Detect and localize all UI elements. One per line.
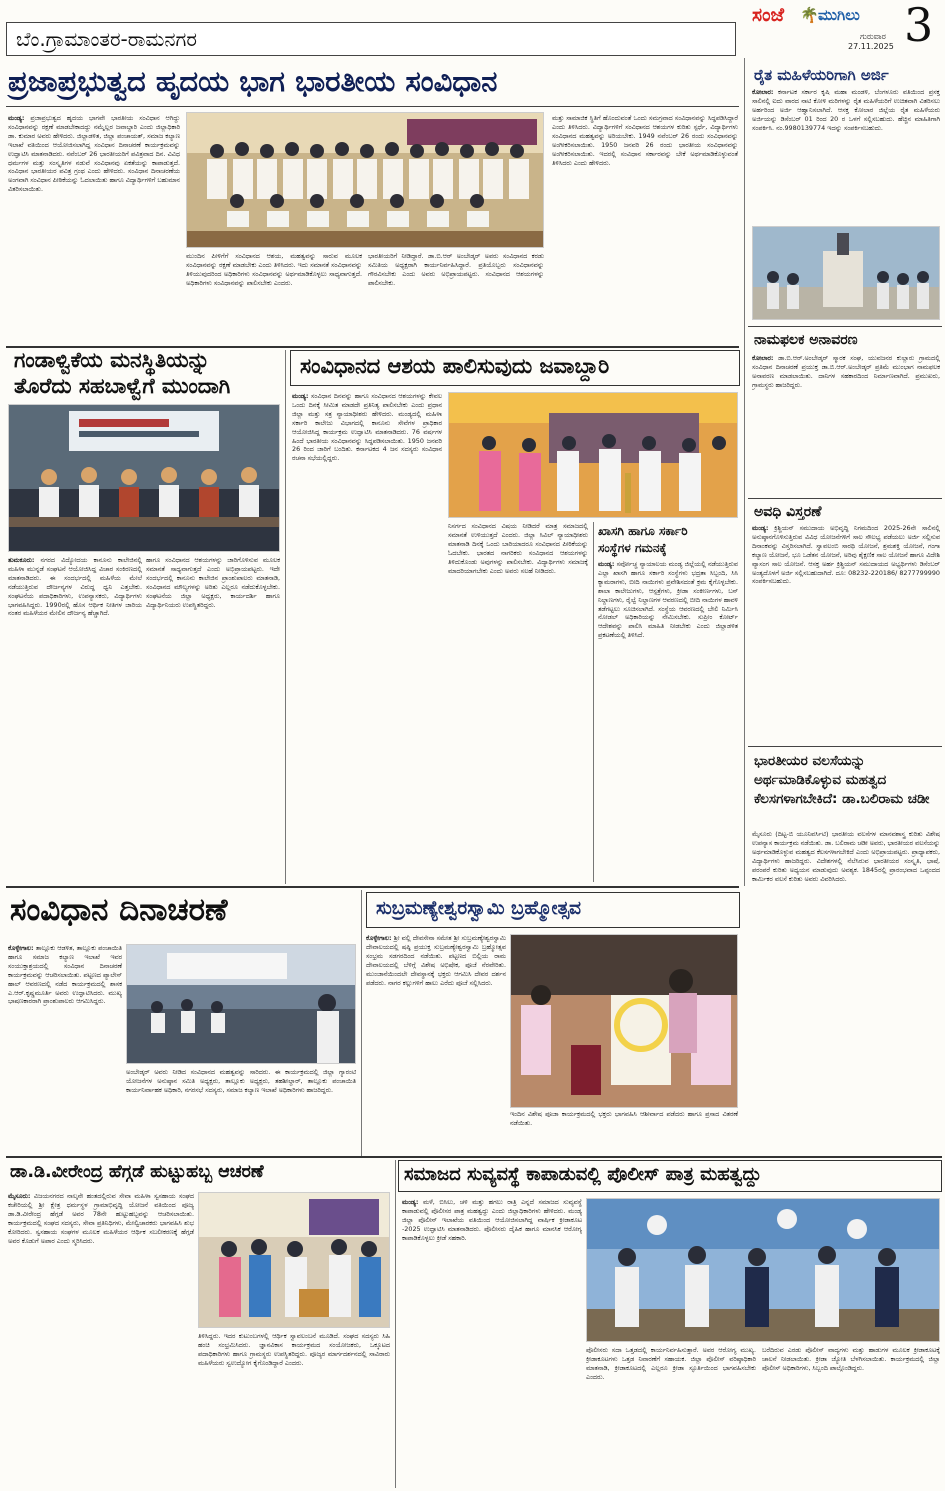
story-g-photo — [586, 1198, 940, 1342]
story-d-divider — [361, 890, 362, 1156]
story-a-col1-text: ನಗರದ ವಿದ್ಯೋದಯ ಕಾನೂನು ಕಾಲೇಜಿನಲ್ಲಿ ಮಹಿಳಾ ಮುನ್ನಡೆ ಸಂಘಟನೆ ಆಯೋಜಿಸಿದ್ದ ವಿಚಾರ ಸಂಕಿರಣದಲ್ಲಿ ಮಾತನಾಡಿದರು. ಈ ಸಂದರ್ಭದಲ್ಲಿ ಮಹಿಳೆಯ ಮೇಲೆ ನಡೆಯುತ್ತಿರುವ ದೌರ್ಜನ್ಯಗಳ ವಿರುದ್ಧ ಧ್ವನಿ ಎತ್ತಬೇಕು. ಸಂಘಟನೆಯ ಪದಾಧಿಕಾರಿಗಳು, ಉಪನ್ಯಾಸಕರು, ವಿದ್ಯಾರ್ಥಿಗಳು ಭಾಗವಹಿಸಿದ್ದರು. 1990ರಲ್ಲಿ ಹೊಸ ಆರ್ಥಿಕ ನೀತಿಗಳ ಜಾರಿಯ ನಂತರ ಮಹಿಳೆಯರ ಮೇಲಿನ ದೌರ್ಜನ್ಯ ಹೆಚ್ಚಾಗಿದೆ. — [8, 556, 142, 618]
story-g-col3 — [762, 1346, 940, 1484]
story-d-headline: ಸಂವಿಧಾನ ದಿನಾಚರಣೆ — [10, 892, 228, 928]
story-g-col1 — [402, 1198, 582, 1484]
sidebar-story3-dateline: ಮಂಡ್ಯ: — [752, 524, 769, 532]
story-d-dateline: ಕೊಳ್ಳೇಗಾಲ: — [8, 944, 34, 952]
sidebar-rule-1 — [748, 326, 942, 327]
story-f-col1-text: ವಿಜಯನಗರದ ನಾಲ್ಕನೇ ಹಂತದಲ್ಲಿರುವ ಸೇವಾ ಮಹಿಳಾ ಸ್ವಸಹಾಯ ಸಂಘದ ಕಚೇರಿಯಲ್ಲಿ ಶ್ರೀ ಕ್ಷೇತ್ರ ಧರ್ಮಸ್ಥಳ ಗ್ರಾಮಾಭಿವೃದ್ಧಿ ಯೋಜನೆ ವತಿಯಿಂದ ಪೂಜ್ಯ ಡಾ.ಡಿ.ವೀರೇಂದ್ರ ಹೆಗ್ಗಡೆ ಅವರ 78ನೇ ಹುಟ್ಟುಹಬ್ಬವನ್ನು ಆಚರಿಸಲಾಯಿತು. ಕಾರ್ಯಕ್ರಮದಲ್ಲಿ ಸಂಘದ ಸದಸ್ಯರು, ಸೇವಾ ಪ್ರತಿನಿಧಿಗಳು, ಮೇಲ್ವಿಚಾರಕರು ಭಾಗವಹಿಸಿ ಶುಭ ಕೋರಿದರು. ಸ್ವಸಹಾಯ ಸಂಘಗಳ ಮೂಲಕ ಮಹಿಳೆಯರ ಆರ್ಥಿಕ ಸಬಲೀಕರಣಕ್ಕೆ ಹೆಗ್ಗಡೆ ಅವರ ಕೊಡುಗೆ ಅಪಾರ ಎಂದು ಸ್ಮರಿಸಿದರು. — [8, 1192, 194, 1245]
story-d-photo — [126, 944, 356, 1064]
story-a-photo — [8, 404, 280, 552]
story-e-photo — [510, 934, 738, 1108]
story-e-caption: ಇಂದಿನ ವಿಶೇಷ ಪೂಜಾ ಕಾರ್ಯಕ್ರಮದಲ್ಲಿ ಭಕ್ತರು ಭಾಗವಹಿಸಿ ಆಶೀರ್ವಾದ ಪಡೆದರು ಹಾಗೂ ಪ್ರಸಾದ ವಿತರಣೆ ನಡೆಯಿತು. — [510, 1110, 738, 1127]
story-b-col2 — [448, 522, 588, 880]
story-g-col3-text: ಬರೆದಿರುವ ಎರಡು ಪೊಲೀಸ್ ವಾದ್ಯಗಳು ಮತ್ತು ಹಾಡುಗಳ ಮೂಲಕ ಕ್ರೀಡಾಕೂಟಕ್ಕೆ ಚಾಲನೆ ನೀಡಲಾಯಿತು. ಕ್ರೀಡಾ ಜ್ಯೋತಿ ಬೆಳಗಿಸಲಾಯಿತು. ಕಾರ್ಯಕ್ರಮದಲ್ಲಿ ಜಿಲ್ಲಾ ಪೊಲೀಸ್ ಅಧಿಕಾರಿಗಳು, ಸಿಬ್ಬಂದಿ ಪಾಲ್ಗೊಂಡಿದ್ದರು. — [762, 1346, 940, 1372]
sidebar-photo — [752, 226, 940, 320]
lead-headline: ಪ್ರಜಾಪ್ರಭುತ್ವದ ಹೃದಯ ಭಾಗ ಭಾರತೀಯ ಸಂವಿಧಾನ — [8, 64, 498, 98]
story-f-col2-text: ತಿಳಿಸಿದ್ದರು. ಇದರ ಕುಟುಂಬಗಳಲ್ಲಿ ಆರ್ಥಿಕ ಸ್ವಾವಲಂಬನೆ ಮೂಡಿದೆ. ಸಂಘದ ಸದಸ್ಯರು ಸಿಹಿ ಹಂಚಿ ಸಂಭ್ರಮಿಸಿದರು. ಜ್ಞಾನವಿಕಾಸ ಕಾರ್ಯಕ್ರಮದ ಸಂಯೋಜಕರು, ಒಕ್ಕೂಟದ ಪದಾಧಿಕಾರಿಗಳು ಹಾಗೂ ಗ್ರಾಮಸ್ಥರು ಉಪಸ್ಥಿತರಿದ್ದರು. ಪೂಜ್ಯರ ಮಾರ್ಗದರ್ಶನದಲ್ಲಿ ಸಾವಿರಾರು ಮಹಿಳೆಯರು ಸ್ವಉದ್ಯೋಗ ಕೈಗೊಂಡಿದ್ದಾರೆ ಎಂದರು. — [198, 1332, 390, 1367]
story-a-dateline: ತುಮಕೂರು: — [8, 556, 35, 564]
story-d-col2-text: ಅಂಬೇಡ್ಕರ್ ಅವರು ನೀಡಿದ ಸಂವಿಧಾನದ ಮಹತ್ವವನ್ನು ಸಾರಿದರು. ಈ ಕಾರ್ಯಕ್ರಮದಲ್ಲಿ ಜಿಲ್ಲಾ ಗ್ಯಾರಂಟಿ ಯೋಜನೆಗಳ ಅನುಷ್ಠಾನ ಸಮಿತಿ ಅಧ್ಯಕ್ಷರು, ತಾಲ್ಲೂಕು ಅಧ್ಯಕ್ಷರು, ತಹಶೀಲ್ದಾರ್, ತಾಲ್ಲೂಕು ಪಂಚಾಯಿತಿ ಕಾರ್ಯನಿರ್ವಾಹಕ ಅಧಿಕಾರಿ, ನಗರಸಭೆ ಸದಸ್ಯರು, ಸಮಾಜ ಕಲ್ಯಾಣ ಇಲಾಖೆ ಅಧಿಕಾರಿಗಳು ಹಾಜರಿದ್ದರು. — [126, 1068, 356, 1094]
sidebar-story2-headline: ನಾಮಫಲಕ ಅನಾವರಣ — [754, 332, 858, 348]
story-c-headline-1: ಖಾಸಗಿ ಹಾಗೂ ಸರ್ಕಾರಿ — [598, 524, 688, 538]
mid-rule — [6, 886, 739, 888]
lower-rule — [6, 1156, 942, 1158]
lead-col2-text: ಮುಂದಿನ ಪೀಳಿಗೆಗೆ ಸಂವಿಧಾನದ ಆಶಯ, ಮಹತ್ವವನ್ನು ಸಾರುವ ಮೂಲಕ ಸಂವಿಧಾನವನ್ನು ರಕ್ಷಣೆ ಮಾಡಬೇಕು ಎಂದು ತಿಳಿಸಿದರು. ಇದು ಸಮಾನತೆ ಸಂವಿಧಾನವನ್ನು ತಿಳಿಯುವುದರಿಂದ ಅಧಿಕಾರಿಗಳು ಸಂವಿಧಾನವನ್ನು ಅರ್ಥಮಾಡಿಕೊಳ್ಳಲು ಸಾಧ್ಯವಾಗುತ್ತದೆ. ಅಧಿಕಾರಿಗಳು ಸಂವಿಧಾನವನ್ನು ಪಾಲಿಸಬೇಕು ಎಂದರು. — [186, 252, 362, 287]
story-g-col2 — [586, 1346, 756, 1484]
story-c-text: ಸರ್ವೋಚ್ಚ ನ್ಯಾಯಾಲಯ ಮಂಡ್ಯ ಜಿಲ್ಲೆಯಲ್ಲಿ ನಡೆಯುತ್ತಿರುವ ಎಲ್ಲಾ ಖಾಸಗಿ ಹಾಗೂ ಸರ್ಕಾರಿ ಸಂಸ್ಥೆಗಳು ಭದ್ರತಾ ಸಿಬ್ಬಂದಿ, ಸಿಸಿ ಕ್ಯಾಮರಾಗಳು, ಬೀದಿ ನಾಯಿಗಳು ಪ್ರವೇಶಿಸದಂತೆ ಕ್ರಮ ಕೈಗೊಳ್ಳಬೇಕು. ಶಾಲಾ ಕಾಲೇಜುಗಳು, ಆಸ್ಪತ್ರೆಗಳು, ಕ್ರೀಡಾ ಸಂಕೀರ್ಣಗಳು, ಬಸ್ ನಿಲ್ದಾಣಗಳು, ರೈಲ್ವೆ ನಿಲ್ದಾಣಗಳ ಆವರಣದಲ್ಲಿ ಬೀದಿ ನಾಯಿಗಳ ಹಾವಳಿ ತಡೆಗಟ್ಟಲು ಸೂಚಿಸಲಾಗಿದೆ. ಸಂಸ್ಥೆಯ ಆವರಣದಲ್ಲಿ ಬೇಲಿ ನಿರ್ಮಿಸಿ ನೋಡಲ್ ಅಧಿಕಾರಿಯನ್ನು ನೇಮಿಸಬೇಕು. ಸುಪ್ರೀಂ ಕೋರ್ಟ್ ಆದೇಶವನ್ನು ಪಾಲಿಸಿ ಮಾಹಿತಿ ನೀಡಬೇಕು ಎಂದು ಜಿಲ್ಲಾಡಳಿತ ಪ್ರಕಟಣೆಯಲ್ಲಿ ತಿಳಿಸಿದೆ. — [598, 560, 738, 640]
sidebar-story2-dateline: ಕೋಲಾರ: — [752, 354, 774, 362]
lead-col3-text: ಭಾರತೀಯರಿಗೆ ನೀಡಿದ್ದಾರೆ. ಡಾ.ಬಿ.ಆರ್ ಅಂಬೇಡ್ಕರ್ ಅವರು ಸಂವಿಧಾನದ ಕರಡು ಸಮಿತಿಯ ಅಧ್ಯಕ್ಷರಾಗಿ ಕಾರ್ಯನಿರ್ವಹಿಸಿದ್ದಾರೆ. ಪ್ರತಿಯೊಬ್ಬರು ಸಂವಿಧಾನವನ್ನು ಗೌರವಿಸಬೇಕು ಎಂದು ಅವರು ಅಭಿಪ್ರಾಯಪಟ್ಟರು. ಸಂವಿಧಾನದ ಆಶಯಗಳನ್ನು ಪಾಲಿಸಬೇಕು. — [368, 252, 544, 287]
story-e-body — [366, 934, 506, 1124]
page-number: 3 — [904, 0, 934, 52]
masthead-sanje: ಸಂಜೆ — [752, 4, 785, 26]
story-b-headline: ಸಂವಿಧಾನದ ಆಶಯ ಪಾಲಿಸುವುದು ಜವಾಬ್ದಾರಿ — [300, 354, 610, 378]
story-c-dateline: ಮಂಡ್ಯ: — [598, 560, 615, 568]
lead-col2 — [186, 252, 362, 342]
story-c-headline-2: ಸಂಸ್ಥೆಗಳ ಗಮನಕ್ಕೆ — [598, 541, 667, 555]
lead-col3 — [368, 252, 544, 342]
story-b-dateline: ಮಂಡ್ಯ: — [292, 392, 309, 400]
sidebar-story3-text: ಕ್ರಿಶ್ಚಿಯನ್ ಸಮುದಾಯ ಅಭಿವೃದ್ಧಿ ನಿಗಮದಿಂದ 2025-26ನೇ ಸಾಲಿನಲ್ಲಿ ಅನುಷ್ಠಾನಗೊಳಿಸುತ್ತಿರುವ ವಿವಿಧ ಯೋಜನೆಗಳಿಗೆ ಸಾಲ ಸೌಲಭ್ಯ ಪಡೆಯಲು ಅರ್ಜಿ ಸಲ್ಲಿಸುವ ದಿನಾಂಕವನ್ನು ವಿಸ್ತರಿಸಲಾಗಿದೆ. ಸ್ವಾವಲಂಬಿ ಸಾರಥಿ ಯೋಜನೆ, ಶ್ರಮಶಕ್ತಿ ಯೋಜನೆ, ಗಂಗಾ ಕಲ್ಯಾಣ ಯೋಜನೆ, ಭೂ ಒಡೆತನ ಯೋಜನೆ, ಅರಿವು ಶೈಕ್ಷಣಿಕ ಸಾಲ ಯೋಜನೆ ಹಾಗೂ ವಿದೇಶಿ ವ್ಯಾಸಂಗ ಸಾಲ ಯೋಜನೆ. ಆಸಕ್ತ ಅರ್ಹ ಕ್ರಿಶ್ಚಿಯನ್ ಸಮುದಾಯದ ಅಭ್ಯರ್ಥಿಗಳು ಡಿಸೆಂಬರ್ ಅಂತ್ಯದೊಳಗೆ ಅರ್ಜಿ ಸಲ್ಲಿಸಬಹುದಾಗಿದೆ. ದೂ: 08232-220186/ 8277799990 ಸಂಪರ್ಕಿಸಬಹುದು. — [752, 524, 940, 586]
lead-rule — [6, 106, 739, 107]
sidebar-story1-text: ಕರ್ನಾಟಕ ಸರ್ಕಾರ ಕೃಷಿ ಮಹಾ ಮಂಡಳಿ, ಬೆಂಗಳೂರು ವತಿಯಿಂದ ಪ್ರಸಕ್ತ ಸಾಲಿನಲ್ಲಿ ಐದು ವಾರದ ನಾಟಿ ಕೋಳಿ ಮರಿಗಳನ್ನು ರೈತ ಮಹಿಳೆಯರಿಗೆ ಉಚಿತವಾಗಿ ವಿತರಿಸಲು ಅರ್ಹರಿಂದ ಅರ್ಜಿ ಆಹ್ವಾನಿಸಲಾಗಿದೆ. ಆಸಕ್ತ ಕೋಲಾರ ಜಿಲ್ಲೆಯ ರೈತ ಮಹಿಳೆಯರು ಅರ್ಜಿಯನ್ನು ಡಿಸೆಂಬರ್ 01 ರಿಂದ 20 ರ ಒಳಗೆ ಸಲ್ಲಿಸಬಹುದು. ಹೆಚ್ಚಿನ ಮಾಹಿತಿಗಾಗಿ ಸಂಪರ್ಕಿಸಿ. ನಂ.9980139774 ಇದನ್ನು ಸಂಪರ್ಕಿಸಬಹುದು. — [752, 88, 940, 132]
sidebar-rule-2 — [748, 498, 942, 499]
story-b-photo — [448, 392, 738, 518]
story-a-divider — [285, 350, 286, 884]
story-a-headline-2: ತೊರೆದು ಸಹಬಾಳ್ವೆಗೆ ಮುಂದಾಗಿ — [14, 374, 231, 398]
story-c-body — [598, 560, 738, 880]
issue-date: 27.11.2025 — [848, 42, 894, 51]
story-d-col1 — [8, 944, 122, 1114]
lead-col1-text: ಪ್ರಜಾಪ್ರಭುತ್ವದ ಹೃದಯ ಭಾಗವೇ ಭಾರತೀಯ ಸಂವಿಧಾನ ಆಗಿದ್ದು ಸಂವಿಧಾನವನ್ನು ರಕ್ಷಣೆ ಮಾಡಬೇಕಾದದ್ದು ನಮ್ಮೆಲ್ಲರ ಜವಾಬ್ದಾರಿ ಎಂದು ಜಿಲ್ಲಾಧಿಕಾರಿ ಡಾ. ಕುಮಾರ ಅವರು ಹೇಳಿದರು. ಜಿಲ್ಲಾಡಳಿತ, ಜಿಲ್ಲಾ ಪಂಚಾಯತ್, ಸಮಾಜ ಕಲ್ಯಾಣ ಇಲಾಖೆ ವತಿಯಿಂದ ಆಯೋಜಿಸಲಾಗಿದ್ದ ಸಂವಿಧಾನ ದಿನಾಚರಣೆ ಕಾರ್ಯಕ್ರಮವನ್ನು ಉದ್ಘಾಟಿಸಿ ಮಾತನಾಡಿದರು. ನವೆಂಬರ್ 26 ಭಾರತೀಯರಿಗೆ ಪವಿತ್ರವಾದ ದಿನ. ವಿವಿಧ ಧರ್ಮಗಳ ಮತ್ತು ಸಂಸ್ಕೃತಿಗಳ ನಡುವೆ ಸಂವಿಧಾನವು ಏಕತೆಯನ್ನು ಕಾಪಾಡುತ್ತದೆ. ಸಂವಿಧಾನ ಭಾರತೀಯರ ಪವಿತ್ರ ಗ್ರಂಥ ಎಂದು ಹೇಳಿದರು. ಸಂವಿಧಾನ ದಿನಾಚರಣೆಯ ಅಂಗವಾಗಿ ಸಂವಿಧಾನ ಪೀಠಿಕೆಯನ್ನು ಓದಲಾಯಿತು ಹಾಗೂ ವಿದ್ಯಾರ್ಥಿಗಳಿಗೆ ಬಹುಮಾನ ವಿತರಿಸಲಾಯಿತು. — [8, 114, 180, 194]
section-title: ಬೆಂ.ಗ್ರಾಮಾಂತರ-ರಾಮನಗರ — [16, 27, 197, 51]
story-b-col1 — [292, 392, 442, 880]
story-f-col1 — [8, 1192, 194, 1484]
sidebar-story2-body — [752, 354, 940, 494]
sidebar-story1-headline: ರೈತ ಮಹಿಳೆಯರಿಗಾಗಿ ಅರ್ಜಿ — [754, 66, 889, 84]
sidebar-story4-body — [752, 830, 940, 1142]
story-a-col2-text: ಹಾಗೂ ಸಂವಿಧಾನದ ಆಶಯಗಳನ್ನು ಜಾರಿಗೊಳಿಸುವ ಮೂಲಕ ಸಮಾನತೆ ಸಾಧ್ಯವಾಗುತ್ತದೆ ಎಂದು ಅಭಿಪ್ರಾಯಪಟ್ಟರು. ಇದೇ ಸಂದರ್ಭದಲ್ಲಿ ಕಾನೂನು ಕಾಲೇಜಿನ ಪ್ರಾಂಶುಪಾಲರು ಮಾತನಾಡಿ, ಸಂವಿಧಾನದ ಮೌಲ್ಯಗಳನ್ನು ಅರಿತು ಎಲ್ಲರೂ ನಡೆದುಕೊಳ್ಳಬೇಕು. ಸಂಘಟನೆಯ ಜಿಲ್ಲಾ ಅಧ್ಯಕ್ಷರು, ಕಾರ್ಯದರ್ಶಿ ಹಾಗೂ ವಿದ್ಯಾರ್ಥಿನಿಯರು ಉಪಸ್ಥಿತರಿದ್ದರು. — [146, 556, 280, 609]
story-f-dateline: ಮೈಸೂರು: — [8, 1192, 31, 1200]
lead-photo — [186, 112, 544, 248]
lead-col1 — [8, 114, 180, 342]
story-f-photo — [198, 1192, 390, 1328]
sidebar-rule-3 — [748, 746, 942, 747]
story-f-divider — [395, 1160, 396, 1488]
story-e-dateline: ಕೊಳ್ಳೇಗಾಲ: — [366, 934, 392, 942]
story-f-col2 — [198, 1332, 390, 1484]
lead-col4 — [552, 114, 738, 342]
sidebar-story4-text: ಮೈಸೂರು (ದಿಟ್ಟ-ಬಿ ಯೂನಿವರ್ಸಿಟಿ) ಭಾರತೀಯ ವಲಸೆಗಳ ಮಾನವಶಾಸ್ತ್ರ ಕುರಿತು ವಿಶೇಷ ಉಪನ್ಯಾಸ ಕಾರ್ಯಕ್ರಮ ನಡೆಯಿತು. ಡಾ. ಬಲಿರಾಮ ಚಡೀ ಅವರು, ಭಾರತೀಯರ ವಲಸೆಯನ್ನು ಅರ್ಥಮಾಡಿಕೊಳ್ಳುವ ಮಹತ್ವದ ಕೆಲಸಗಳಾಗಬೇಕಿದೆ ಎಂದು ಅಭಿಪ್ರಾಯಪಟ್ಟರು. ಪ್ರಾಧ್ಯಾಪಕರು, ವಿದ್ಯಾರ್ಥಿಗಳು ಹಾಜರಿದ್ದರು. ವಿದೇಶಗಳಲ್ಲಿ ನೆಲೆಸಿರುವ ಭಾರತೀಯರ ಸಂಸ್ಕೃತಿ, ಭಾಷೆ, ಪರಂಪರೆ ಕುರಿತು ಅಧ್ಯಯನ ಮಾಡುವುದು ಅವಶ್ಯಕ. 1845ರಲ್ಲಿ ಪ್ರಾರಂಭವಾದ ಒಪ್ಪಂದದ ಕಾರ್ಮಿಕರ ವಲಸೆ ಕುರಿತು ಅವರು ವಿವರಿಸಿದರು. — [752, 830, 940, 883]
story-g-dateline: ಮಂಡ್ಯ: — [402, 1198, 419, 1206]
story-d-col1-text: ತಾಲ್ಲೂಕು ಆಡಳಿತ, ತಾಲ್ಲೂಕು ಪಂಚಾಯಿತಿ ಹಾಗೂ ಸಮಾಜ ಕಲ್ಯಾಣ ಇಲಾಖೆ ಇವರ ಸಂಯುಕ್ತಾಶ್ರಯದಲ್ಲಿ ಸಂವಿಧಾನ ದಿನಾಚರಣೆ ಕಾರ್ಯಕ್ರಮವನ್ನು ಆಚರಿಸಲಾಯಿತು. ಪಟ್ಟಣದ ಪ್ಯಾಲೇಸ್ ಹಾಲ್ ಆವರಣದಲ್ಲಿ ನಡೆದ ಕಾರ್ಯಕ್ರಮದಲ್ಲಿ ಶಾಸಕ ಎ.ಆರ್.ಕೃಷ್ಣಮೂರ್ತಿ ಅವರು ಉದ್ಘಾಟಿಸಿದರು. ಮುಖ್ಯ ಭಾಷಣಕಾರರಾಗಿ ಪ್ರಾಂಶುಪಾಲರು ಆಗಮಿಸಿದ್ದರು. — [8, 944, 122, 1006]
sidebar-story3-body — [752, 524, 940, 742]
sidebar-story1-body — [752, 88, 940, 222]
sidebar-story4-headline: ಭಾರತೀಯರ ವಲಸೆಯನ್ನು ಅರ್ಥಮಾಡಿಕೊಳ್ಳುವ ಮಹತ್ವದ ಕೆಲಸಗಳಾಗಬೇಕಿದೆ: ಡಾ.ಬಲಿರಾಮ ಚಡೀ — [754, 753, 930, 807]
story-d-col2 — [126, 1068, 356, 1116]
lead-col4-text: ಮತ್ತು ಸಾಮಾಜಿಕ ಸ್ಥಿತಿಗೆ ಹೊಂದುವಂತೆ ಒಂದು ಸಮಗ್ರವಾದ ಸಂವಿಧಾನವನ್ನು ಸಿದ್ಧಪಡಿಸಿದ್ದಾರೆ ಎಂದು ತಿಳಿಸಿದರು. ವಿದ್ಯಾರ್ಥಿಗಳಿಗೆ ಸಂವಿಧಾನದ ಆಶಯಗಳ ಕುರಿತು ಸ್ಪರ್ಧೆ, ವಿದ್ಯಾರ್ಥಿಗಳು ಸಂವಿಧಾನದ ಮಹತ್ವವನ್ನು ಅರಿಯಬೇಕು. 1949 ನವೆಂಬರ್ 26 ರಂದು ಸಂವಿಧಾನವನ್ನು ಅಂಗೀಕರಿಸಲಾಯಿತು. 1950 ಜನವರಿ 26 ರಂದು ಭಾರತೀಯ ಸಂವಿಧಾನವನ್ನು ಅಂಗೀಕರಿಸಲಾಯಿತು. ಇದರಲ್ಲಿ ಸಂವಿಧಾನ ಸರ್ಕಾರವನ್ನು ಬೇಕೆ ಅರ್ಥಮಾಡಿಕೊಳ್ಳುವಂತೆ ತಿಳಿಸಿದರು ಎಂದು ಹೇಳಿದರು. — [552, 114, 738, 167]
story-a-col2 — [146, 556, 280, 880]
story-a-col1 — [8, 556, 142, 880]
sidebar-story2-text: ಡಾ.ಬಿ.ಆರ್.ಅಂಬೇಡ್ಕರ್ ಸ್ಮಾರಕ ಸಂಘ, ಯುವಜನರ ಕುಲ್ಲಾರು ಗ್ರಾಮದಲ್ಲಿ ಸಂವಿಧಾನ ದಿನಾಚರಣೆ ಪ್ರಯುಕ್ತ ಡಾ.ಬಿ.ಆರ್.ಅಂಬೇಡ್ಕರ್ ಪ್ರತಿಮೆ ಮುಂಭಾಗ ನಾಮಫಲಕ ಅನಾವರಣ ಮಾಡಲಾಯಿತು. ದಾನಿಗಳ ಸಹಕಾರದಿಂದ ನಿರ್ಮಾಣವಾಗಿದೆ. ಪ್ರಮುಖರು, ಗ್ರಾಮಸ್ಥರು ಹಾಜರಿದ್ದರು. — [752, 354, 940, 389]
story-e-headline: ಸುಬ್ರಮಣ್ಯೇಶ್ವರಸ್ವಾಮಿ ಬ್ರಹ್ಮೋತ್ಸವ — [376, 898, 582, 919]
story-b-col2-text: ನಿಸರ್ಗದ ಸಂವಿಧಾನದ ವಿಷಯ ನೀಡಿದರೆ ಮಾತ್ರ ಸಮಾಜದಲ್ಲಿ ಸಮಾನತೆ ಉಳಿಯುತ್ತದೆ ಎಂದರು. ಜಿಲ್ಲಾ ಸಿವಿಲ್ ನ್ಯಾಯಾಧೀಶರು ಮಾತನಾಡಿ ದಿನಕ್ಕೆ ಒಂದು ಬಾರಿಯಾದರೂ ಸಂವಿಧಾನದ ಪೀಠಿಕೆಯನ್ನು ಓದಬೇಕು. ಭಾರತದ ನಾಗರಿಕರು ಸಂವಿಧಾನದ ಆಶಯಗಳನ್ನು ತಿಳಿದುಕೊಂಡು ಅವುಗಳನ್ನು ಪಾಲಿಸಬೇಕು. ವಿದ್ಯಾರ್ಥಿಗಳು ಸಮಾಜಕ್ಕೆ ಮಾದರಿಯಾಗಬೇಕು ಎಂದು ಅವರು ಸಲಹೆ ನೀಡಿದರು. — [448, 522, 588, 575]
story-f-headline: ಡಾ.ಡಿ.ವೀರೇಂದ್ರ ಹೆಗ್ಗಡೆ ಹುಟ್ಟುಹಬ್ಬ ಆಚರಣೆ — [10, 1162, 264, 1182]
story-e-text: ಶ್ರೀ ವಲ್ಲಿ ದೇವಸೇನಾ ಸಮೇತ ಶ್ರೀ ಸುಬ್ರಮಣ್ಯೇಶ್ವರಸ್ವಾಮಿ ದೇವಾಲಯದಲ್ಲಿ ಷಷ್ಠಿ ಪ್ರಯುಕ್ತ ಸುಬ್ರಮಣ್ಯೇಶ್ವರಸ್ವಾಮಿ ಬ್ರಹ್ಮೋತ್ಸವ ಸಂಭ್ರಮ ಸಡಗರದಿಂದ ನಡೆಯಿತು. ಪಟ್ಟಣದ ಬಿಲ್ಲಿಯ ರಾಮ ದೇವಾಲಯದಲ್ಲಿ ಬೆಳಿಗ್ಗೆ ವಿಶೇಷ ಅಭಿಷೇಕ, ಪೂಜೆ ನೆರವೇರಿತು. ಮುಂಜಾನೆಯಿಂದಲೇ ದೇವಸ್ಥಾನಕ್ಕೆ ಭಕ್ತರು ಆಗಮಿಸಿ ದೇವರ ದರ್ಶನ ಪಡೆದರು. ನಾಗರ ಕಲ್ಲುಗಳಿಗೆ ಹಾಲು ಎರೆದು ಪೂಜೆ ಸಲ್ಲಿಸಿದರು. — [366, 934, 506, 987]
weekday: ಗುರುವಾರ — [860, 32, 886, 41]
sidebar-divider — [744, 58, 745, 886]
lead-dateline: ಮಂಡ್ಯ: — [8, 114, 25, 122]
masthead-mugilu: ಮುಗಿಲು — [818, 6, 860, 24]
story-g-col2-text: ಪೊಲೀಸರು ಸದಾ ಒತ್ತಡದಲ್ಲಿ ಕಾರ್ಯನಿರ್ವಹಿಸುತ್ತಾರೆ. ಅವರ ಆರೋಗ್ಯ ಮುಖ್ಯ. ಕ್ರೀಡಾಕೂಟಗಳು ಒತ್ತಡ ನಿವಾರಣೆಗೆ ಸಹಾಯಕ. ಜಿಲ್ಲಾ ಪೊಲೀಸ್ ವರಿಷ್ಠಾಧಿಕಾರಿ ಮಾತನಾಡಿ, ಕ್ರೀಡಾಕೂಟದಲ್ಲಿ ಎಲ್ಲರೂ ಕ್ರೀಡಾ ಸ್ಫೂರ್ತಿಯಿಂದ ಭಾಗವಹಿಸಬೇಕು ಎಂದರು. — [586, 1346, 756, 1381]
story-b-col1-text: ಸಂವಿಧಾನ ದಿನವನ್ನು ಹಾಗೂ ಸಂವಿಧಾನದ ಆಶಯಗಳನ್ನು ಕೇವಲ ಒಂದು ದಿನಕ್ಕೆ ಸೀಮಿತ ಮಾಡದೇ ಪ್ರತಿನಿತ್ಯ ಪಾಲಿಸಬೇಕು ಎಂದು ಪ್ರಧಾನ ಜಿಲ್ಲಾ ಮತ್ತು ಸತ್ರ ನ್ಯಾಯಾಧೀಶರು ಹೇಳಿದರು. ಮಂಡ್ಯದಲ್ಲಿ ಮಹಿಳಾ ಸರ್ಕಾರಿ ಕಾಲೇಜು ವಿಭಾಗದಲ್ಲಿ ಕಾನೂನು ಸೇವೆಗಳ ಪ್ರಾಧಿಕಾರ ಆಯೋಜಿಸಿದ್ದ ಕಾರ್ಯಕ್ರಮ ಉದ್ಘಾಟಿಸಿ ಮಾತನಾಡಿದರು. 76 ವರ್ಷಗಳ ಹಿಂದೆ ಭಾರತೀಯ ಸಂವಿಧಾನವನ್ನು ಸಿದ್ಧಪಡಿಸಲಾಯಿತು. 1950 ಜನವರಿ 26 ರಿಂದ ಜಾರಿಗೆ ಬಂದಿತು. ಕರ್ನಾಟಕದ 4 ಜನ ಸದಸ್ಯರು ಸಂವಿಧಾನ ರಚನಾ ಸಭೆಯಲ್ಲಿದ್ದರು. — [292, 392, 442, 463]
sidebar-story1-dateline: ಕೋಲಾರ: — [752, 88, 774, 96]
coconut-tree-icon: 🌴 — [800, 6, 819, 24]
story-g-headline: ಸಮಾಜದ ಸುವ್ಯವಸ್ಥೆ ಕಾಪಾಡುವಲ್ಲಿ ಪೊಲೀಸ್ ಪಾತ್ರ ಮಹತ್ವದ್ದು — [404, 1164, 762, 1185]
story-a-headline-1: ಗಂಡಾಳ್ವಿಕೆಯ ಮನಸ್ಥಿತಿಯನ್ನು — [14, 348, 210, 372]
masthead — [752, 4, 904, 52]
sidebar-story3-headline: ಅವಧಿ ವಿಸ್ತರಣೆ — [754, 504, 822, 520]
story-g-col1-text: ಮಳೆ, ಬಿಸಿಲು, ಚಳಿ ಮತ್ತು ಹಗಲು ರಾತ್ರಿ ಎನ್ನದೆ ಸಮಾಜದ ಸುವ್ಯವಸ್ಥೆ ಕಾಪಾಡುವಲ್ಲಿ ಪೊಲೀಸರ ಪಾತ್ರ ಮಹತ್ವದ್ದು ಎಂದು ಜಿಲ್ಲಾಧಿಕಾರಿಗಳು ಹೇಳಿದರು. ಮಂಡ್ಯ ಜಿಲ್ಲಾ ಪೊಲೀಸ್ ಇಲಾಖೆಯ ವತಿಯಿಂದ ಆಯೋಜಿಸಲಾಗಿದ್ದ ವಾರ್ಷಿಕ ಕ್ರೀಡಾಕೂಟ -2025 ಉದ್ಘಾಟಿಸಿ ಮಾತನಾಡಿದರು. ಪೊಲೀಸರು ದೈಹಿಕ ಹಾಗೂ ಮಾನಸಿಕ ಆರೋಗ್ಯ ಕಾಪಾಡಿಕೊಳ್ಳಲು ಕ್ರೀಡೆ ಸಹಕಾರಿ. — [402, 1198, 582, 1242]
